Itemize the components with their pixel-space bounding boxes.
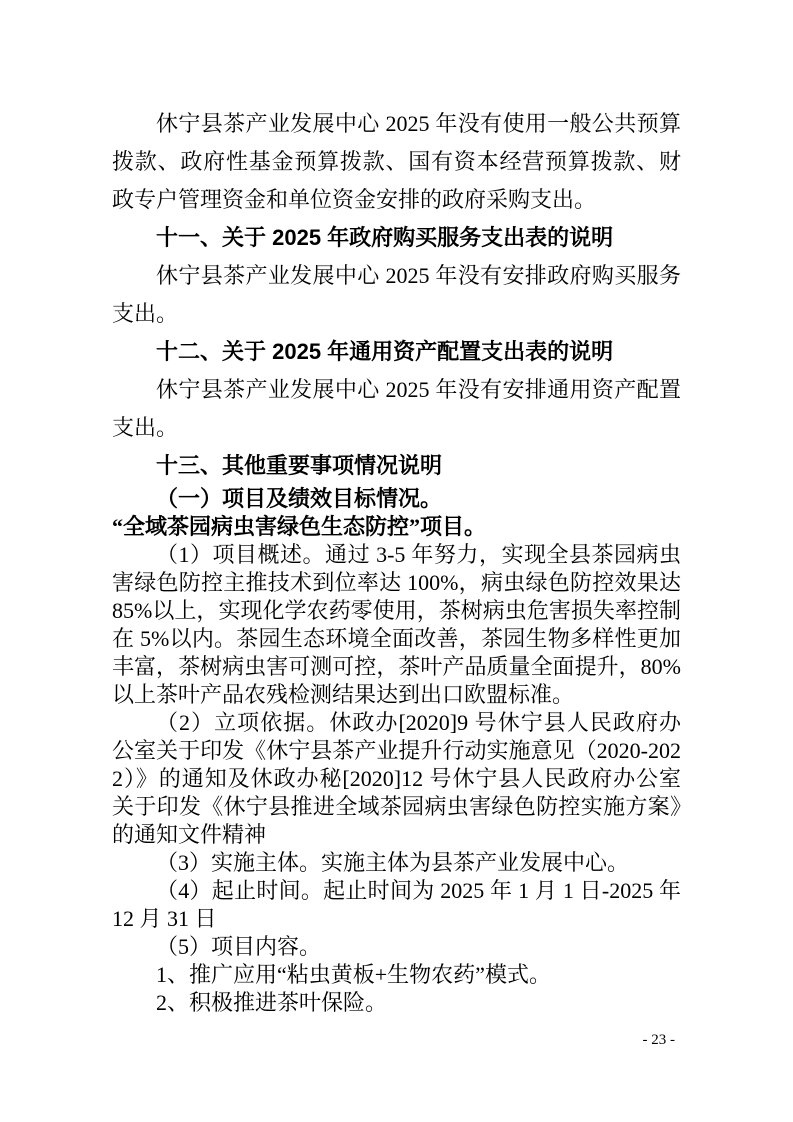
paragraph-project-duration: （4）起止时间。起止时间为 2025 年 1 月 1 日-2025 年 12 月 31 日	[112, 878, 681, 931]
paragraph-asset-allocation-note: 休宁县茶产业发展中心 2025 年没有安排通用资产配置支出。	[112, 377, 681, 440]
paragraph-content-item-1: 1、推广应用“粘虫黄板+生物农药”模式。	[156, 962, 551, 987]
page-number: - 23 -	[642, 1032, 675, 1048]
paragraph-project-content: （5）项目内容。	[156, 934, 322, 959]
section-heading-13: 十三、其他重要事项情况说明	[156, 453, 443, 478]
paragraph-project-basis: （2）立项依据。休政办[2020]9 号休宁县人民政府办公室关于印发《休宁县茶产业提升行动实施意见（2020-2022）》的通知及休政办秘[2020]12 号休宁县人民政府办公室关于印发《休宁县推进全域茶园病虫害绿色防控实施方案》的通知文件精神	[112, 710, 681, 847]
section-heading-11: 十一、关于 2025 年政府购买服务支出表的说明	[156, 225, 614, 250]
section-heading-12: 十二、关于 2025 年通用资产配置支出表的说明	[156, 339, 614, 364]
paragraph-content-item-2: 2、积极推进茶叶保险。	[156, 990, 388, 1015]
paragraph-project-overview: （1）项目概述。通过 3-5 年努力，实现全县茶园病虫害绿色防控主推技术到位率达 100%，病虫绿色防控效果达 85%以上，实现化学农药零使用，茶树病虫危害损失率控制在 5%以内。茶园生态环境全面改善，茶园生物多样性更加丰富，茶树病虫害可测可控，茶叶产品质量全面提升，80%以上茶叶产品农残检测结果达到出口欧盟标准。	[112, 542, 681, 707]
paragraph-purchase-services-note: 休宁县茶产业发展中心 2025 年没有安排政府购买服务支出。	[112, 263, 681, 326]
paragraph-procurement-note: 休宁县茶产业发展中心 2025 年没有使用一般公共预算拨款、政府性基金预算拨款、国有资本经营预算拨款、财政专户管理资金和单位资金安排的政府采购支出。	[112, 111, 681, 212]
document-body	[112, 105, 681, 1017]
subsection-heading-project-goals: （一）项目及绩效目标情况。	[156, 486, 443, 511]
project-title: “全域茶园病虫害绿色生态防控”项目。	[112, 514, 487, 539]
paragraph-project-implementer: （3）实施主体。实施主体为县茶产业发展中心。	[156, 850, 630, 875]
